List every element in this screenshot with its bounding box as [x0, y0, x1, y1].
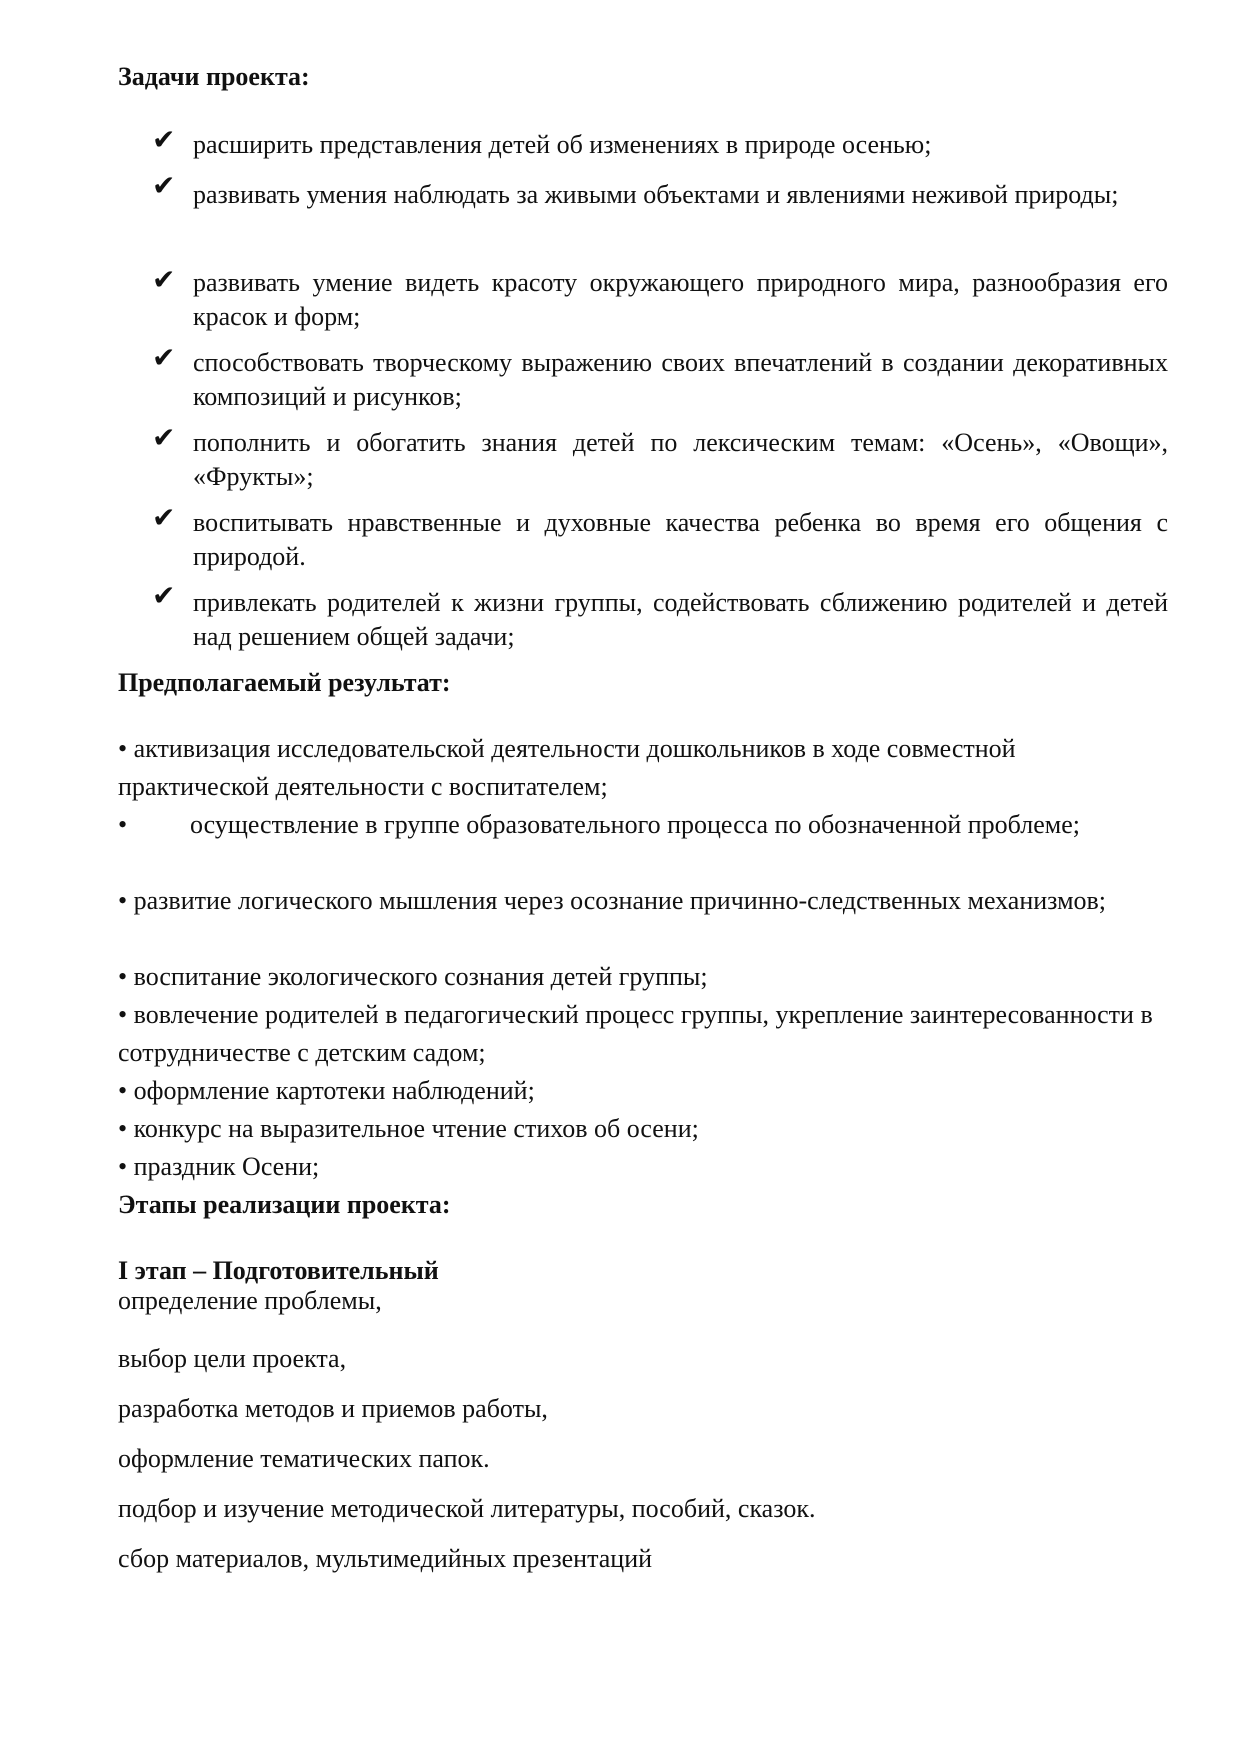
- result-text: развитие логического мышления через осознание причинно-следственных механизмов;: [133, 886, 1107, 915]
- bullet-icon: •: [118, 1152, 128, 1181]
- result-item: [118, 1072, 1168, 1110]
- task-item: способствовать творческому выражению своих впечатлений в создании декоративных композиций и рисунков;: [193, 348, 1168, 411]
- stage1-item: разработка методов и приемов работы,: [118, 1394, 548, 1423]
- result-item: [118, 958, 1168, 996]
- bullet-icon: •: [118, 886, 128, 915]
- check-icon: ✔: [152, 265, 176, 296]
- check-icon: ✔: [152, 343, 176, 374]
- stage1-heading: I этап – Подготовительный: [118, 1256, 439, 1285]
- result-item: [118, 730, 1168, 806]
- bullet-icon: •: [118, 1114, 128, 1143]
- task-item: развивать умение видеть красоту окружающего природного мира, разнообразия его красок и форм;: [193, 268, 1168, 331]
- result-text: осуществление в группе образовательного процесса по обозначенной проблеме;: [190, 810, 1080, 839]
- bullet-icon: •: [118, 1000, 128, 1029]
- stage1-item: сбор материалов, мультимедийных презентаций: [118, 1544, 653, 1573]
- stage1-item: оформление тематических папок.: [118, 1444, 490, 1473]
- result-item: [118, 1110, 1168, 1148]
- task-item: пополнить и обогатить знания детей по лексическим темам: «Осень», «Овощи», «Фрукты»;: [193, 428, 1168, 491]
- bullet-icon: •: [118, 1076, 128, 1105]
- stage1-item: выбор цели проекта,: [118, 1344, 347, 1373]
- task-item: воспитывать нравственные и духовные качества ребенка во время его общения с природой.: [193, 508, 1168, 571]
- check-icon: ✔: [152, 503, 176, 534]
- task-item: расширить представления детей об изменениях в природе осенью;: [193, 130, 932, 159]
- result-heading: Предполагаемый результат:: [118, 668, 451, 697]
- check-icon: ✔: [152, 171, 176, 202]
- result-item: [118, 1148, 1168, 1186]
- result-item: [118, 882, 1168, 920]
- check-icon: ✔: [152, 423, 176, 454]
- result-text: воспитание экологического сознания детей группы;: [133, 962, 708, 991]
- result-item: [118, 806, 1168, 844]
- result-text: вовлечение родителей в педагогический процесс группы, укрепление заинтересованности в сотрудничестве с детским садом;: [118, 1000, 1153, 1067]
- result-text: праздник Осени;: [133, 1152, 320, 1181]
- result-text: оформление картотеки наблюдений;: [133, 1076, 535, 1105]
- task-item: развивать умения наблюдать за живыми объектами и явлениями неживой природы;: [193, 180, 1119, 209]
- task-item: привлекать родителей к жизни группы, содействовать сближению родителей и детей над решением общей задачи;: [193, 588, 1168, 651]
- stage1-item: подбор и изучение методической литературы, пособий, сказок.: [118, 1494, 816, 1523]
- result-text: активизация исследовательской деятельности дошкольников в ходе совместной практической деятельности с воспитателем;: [118, 734, 1016, 801]
- check-icon: ✔: [152, 125, 176, 156]
- result-item: [118, 996, 1168, 1072]
- stage1-item: определение проблемы,: [118, 1286, 382, 1315]
- check-icon: ✔: [152, 581, 176, 612]
- bullet-icon: •: [118, 962, 128, 991]
- bullet-icon: •: [118, 810, 128, 839]
- stages-heading: Этапы реализации проекта:: [118, 1190, 451, 1219]
- result-text: конкурс на выразительное чтение стихов об осени;: [133, 1114, 699, 1143]
- bullet-icon: •: [118, 734, 128, 763]
- tasks-heading: Задачи проекта:: [118, 62, 310, 91]
